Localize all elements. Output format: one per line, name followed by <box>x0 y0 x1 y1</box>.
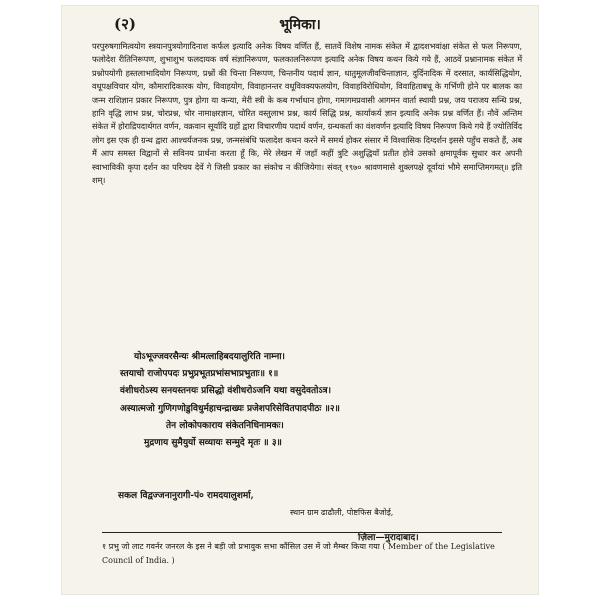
author-address: स्थान ग्राम ढाढौली, पोष्टफिस बैजोई, <box>290 508 394 517</box>
verse-line: योऽभूज्जवरसैन्यः श्रीमत्लाहिबदयालुरिति नाम्ना। <box>134 352 285 362</box>
verse-block <box>62 349 538 452</box>
verse-line: मुद्रणाय सुमैयुर्यो सव्यायः सन्मुदे मृतः ॥ ३॥ <box>144 438 282 449</box>
body-paragraph: परपुरुषगामित्वयोग स्त्रयानपुत्रयोगादिनाश कर्फल इत्यादि अनेक विषय वर्णित हैं, सातवें विशेष नामक संकेत में द्वादशभवांक्षा संकेत से फल निरूपण, फलोदेश रीतिनिरूपण, शुभाशुभ फलदायक वर्ष संज्ञानिरूपण, फलकालनिरूपण इत्यादि अनेक विषय कथन किये गये हैं, आठवें प्रश्नानामक संकेत में प्रश्नोपयोगी हस्तलाभादियोग निरूपण, प्रश्नों की चिन्ता निरूपण, चिन्तनीय पदार्थ ज्ञान, धातुमूलजीवचिन्ताज्ञान, दुर्दिनादिक में दरसात, कार्यसिद्धियोग, वधूपक्षविचार योग, कौमारादिकारक योग, विवाहयोग, विवाहानन्तर वधूविवक्यफलयोग, विवाहविरोधियोग, विवाहिताबधू के गर्भिणी होने पर बालक का जन्म राशिज्ञान प्रकार निरूपण, पुत्र होगा या कन्या, मेरी स्त्री के कब गर्भाधान होगा, गमागमप्रवासी आगमन वार्ता स्थायी प्रश्न, जय पराजय सन्धि प्रश्न, हानि वृद्धि लाभ प्रश्न, चोरप्रश्न, चोर नामाक्षरज्ञान, चोरित वस्तुलाभ प्रश्न, कार्य सिद्धि प्रश्न, कार्याकर्य ज्ञान इत्यादि अनेक प्रश्न वर्णित हैं। नौवें अन्तिम संकेत में होराद्रिपदार्थगत वर्णन, वक्रवान सूर्यादि ग्रहों द्वारा विचारणीय पदार्थ वर्णन, ग्रन्थकर्ता का वंशवर्णन इत्यादि विषय निरूपण किये गये हैं ज्योतिर्विद लोग इस एक ही ग्रन्थ द्वारा आश्चर्यजनक प्रश्न, जन्मसंबंधि फलादेश कथन करने में समर्थ होकर संसार में विश्वासिक दिग्दर्शन इससे पहुँच सकते हैं, अब मैं आप समस्त विद्वानों से सविनय प्रार्थना करता हूँ कि, मेरे लेखन में जहाँ कहीं त्रुटि अशुद्धियाँ प्रतीत होवे उसको क्षमापूर्वक सुधार कर अपनी स्वाभाविकी कृपा दर्शन का परिचय देवें गे जिसी प्रकार का संकोच न कीजियेगा। संवत् १९७० श्रावणमासे शुक्लपक्षे दूर्वायां भौमे समाप्तिमगमत्॥ इति शम्। <box>92 41 522 186</box>
verse-line: तेन लोकोपकाराय संकेतनिधिनामकः। <box>166 420 284 431</box>
verse-line: स्तयाचो राजोपपदः प्रभुप्रभूतप्रभांसभाप्रभुताः॥ १॥ <box>120 369 279 380</box>
footnote-divider <box>102 532 502 533</box>
page-title: भूमिका। <box>279 17 321 33</box>
author-district: ज़िला—मुरादाबाद। <box>358 533 419 543</box>
page-number: (२) <box>114 15 136 33</box>
page-header <box>62 14 538 34</box>
verse-line: अस्यात्मजो गुणिगणोडुविधुर्महाचन्द्राख्यः प्रजेशपरिसेवितपादपीठः ॥२॥ <box>120 403 340 414</box>
author-name: सकल विद्वज्जनानुरागी-पं० रामदयालुशर्मा, <box>118 491 254 501</box>
footnote: १ प्रभु जो लाट गवर्नर जनरल के इस ने बड़ी जो प्रभावुक सभा कौंसिल उस में जो मैम्बर किया गया ( Member of the Legislative Council of India. ) <box>102 542 495 565</box>
book-page <box>62 6 538 594</box>
verse-line: वंशीधरोऽस्य सनयस्तनयः प्रसिद्धो वंशीधरोऽजनि यथा वसुदेवतोऽत्र। <box>120 386 332 397</box>
